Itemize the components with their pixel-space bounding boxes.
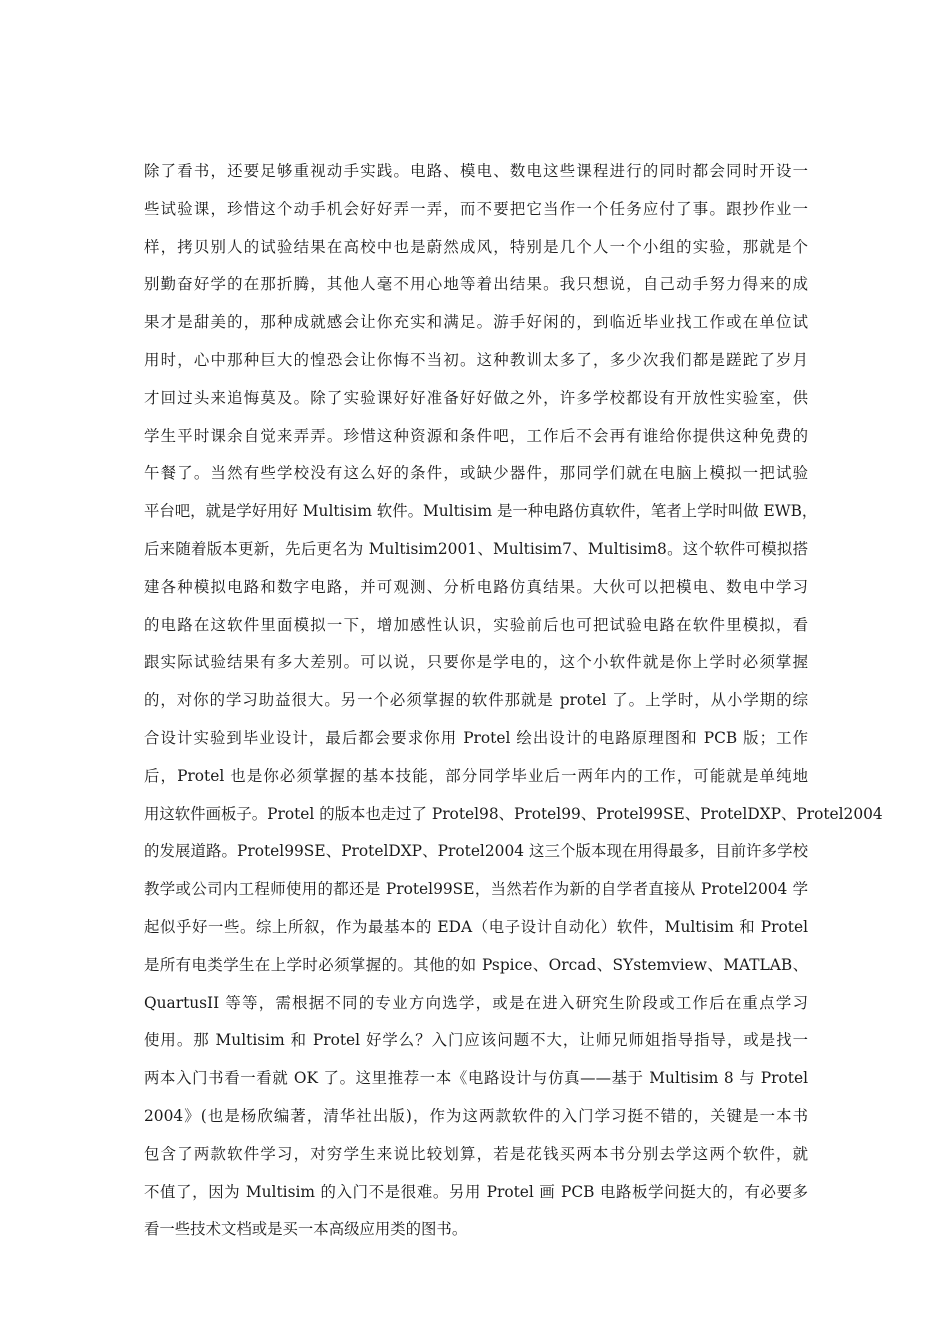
text-line: 不值了，因为 Multisim 的入门不是很难。另用 Protel 画 PCB 电路板学问挺大的，有必要多 <box>144 1182 808 1201</box>
text-line: 些试验课，珍惜这个动手机会好好弄一弄，而不要把它当作一个任务应付了事。跟抄作业一 <box>144 199 808 218</box>
text-line: 起似乎好一些。综上所叙，作为最基本的 EDA（电子设计自动化）软件，Multisim 和 Protel <box>144 917 808 936</box>
text-line: 使用。那 Multisim 和 Protel 好学么？入门应该问题不大，让师兄师姐指导指导，或是找一 <box>144 1031 808 1050</box>
text-line: 2004》(也是杨欣编著，清华社出版)，作为这两款软件的入门学习挺不错的，关键是一本书 <box>144 1106 808 1125</box>
text-line: 才回过头来追悔莫及。除了实验课好好准备好好做之外，许多学校都设有开放性实验室，供 <box>144 388 808 407</box>
text-line: 用这软件画板子。Protel 的版本也走过了 Protel98、Protel99、Protel99SE、ProtelDXP、Protel2004 <box>144 804 883 823</box>
text-line: 教学或公司内工程师使用的都还是 Protel99SE，当然若作为新的自学者直接从 Protel2004 学 <box>144 880 808 899</box>
text-line: 跟实际试验结果有多大差别。可以说，只要你是学电的，这个小软件就是你上学时必须掌握 <box>144 653 808 672</box>
text-line: 平台吧，就是学好用好 Multisim 软件。Multisim 是一种电路仿真软件，笔者上学时叫做 EWB， <box>144 502 818 521</box>
text-line: 别勤奋好学的在那折腾，其他人毫不用心地等着出结果。我只想说，自己动手努力得来的成 <box>144 275 808 294</box>
text-line: 合设计实验到毕业设计，最后都会要求你用 Protel 绘出设计的电路原理图和 PCB 版；工作 <box>144 728 808 747</box>
text-line: 建各种模拟电路和数字电路，并可观测、分析电路仿真结果。大伙可以把模电、数电中学习 <box>144 577 808 596</box>
text-line: 看一些技术文档或是买一本高级应用类的图书。 <box>144 1220 468 1239</box>
text-line: 后，Protel 也是你必须掌握的基本技能，部分同学毕业后一两年内的工作，可能就是单纯地 <box>144 766 808 785</box>
text-line: 午餐了。当然有些学校没有这么好的条件，或缺少器件，那同学们就在电脑上模拟一把试验 <box>144 464 808 483</box>
text-line: 是所有电类学生在上学时必须掌握的。其他的如 Pspice、Orcad、SYstemview、MATLAB、 <box>144 955 808 974</box>
text-line: 的发展道路。Protel99SE、ProtelDXP、Protel2004 这三个版本现在用得最多，目前许多学校 <box>144 842 808 861</box>
body-text <box>144 153 883 1249</box>
text-line: 包含了两款软件学习，对穷学生来说比较划算，若是花钱买两本书分别去学这两个软件，就 <box>144 1144 808 1163</box>
text-line: 的电路在这软件里面模拟一下，增加感性认识，实验前后也可把试验电路在软件里模拟，看 <box>144 615 808 634</box>
text-line: 用时，心中那种巨大的惶恐会让你悔不当初。这种教训太多了，多少次我们都是蹉跎了岁月 <box>144 350 808 369</box>
text-line: 两本入门书看一看就 OK 了。这里推荐一本《电路设计与仿真——基于 Multisim 8 与 Protel <box>144 1069 808 1088</box>
text-line: 后来随着版本更新，先后更名为 Multisim2001、Multisim7、Multisim8。这个软件可模拟搭 <box>144 539 808 558</box>
text-line: 样，拷贝别人的试验结果在高校中也是蔚然成风，特别是几个人一个小组的实验，那就是个 <box>144 237 808 256</box>
text-line: 学生平时课余自觉来弄弄。珍惜这种资源和条件吧，工作后不会再有谁给你提供这种免费的 <box>144 426 808 445</box>
text-line: 果才是甜美的，那种成就感会让你充实和满足。游手好闲的，到临近毕业找工作或在单位试 <box>144 313 808 332</box>
text-line: 的，对你的学习助益很大。另一个必须掌握的软件那就是 protel 了。上学时，从小学期的综 <box>144 691 808 710</box>
text-line: QuartusII 等等，需根据不同的专业方向选学，或是在进入研究生阶段或工作后在重点学习 <box>144 993 808 1012</box>
text-line: 除了看书，还要足够重视动手实践。电路、模电、数电这些课程进行的同时都会同时开设一 <box>144 162 808 180</box>
